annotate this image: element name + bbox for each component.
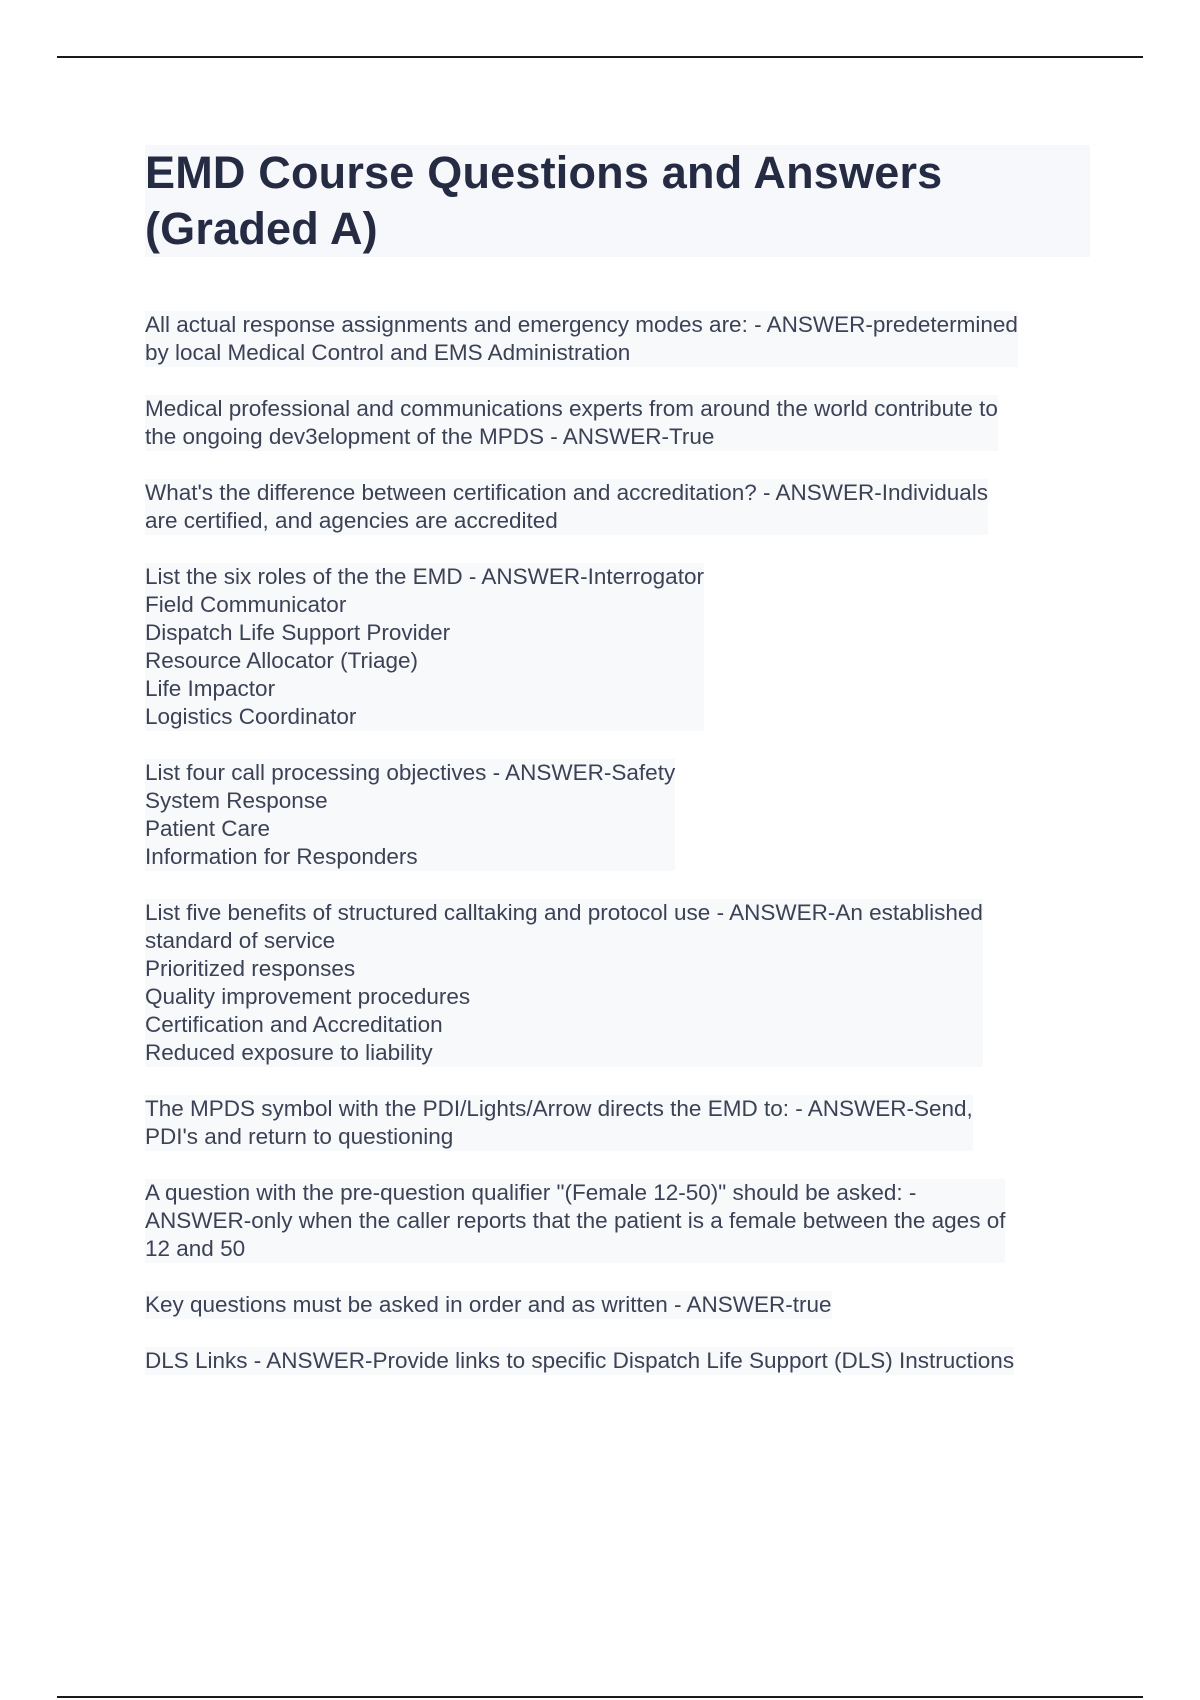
- qa-item: List four call processing objectives - ANSWER-Safety System Response Patient Care Information for Responders: [145, 760, 676, 869]
- qa-item: A question with the pre-question qualifier "(Female 12-50)" should be asked: - ANSWER-only when the caller reports that the patient is a female between the ages of 12 and 50: [145, 1180, 1006, 1261]
- qa-item: The MPDS symbol with the PDI/Lights/Arrow directs the EMD to: - ANSWER-Send, PDI's and return to questioning: [145, 1096, 973, 1149]
- document-body: [145, 145, 1090, 1403]
- qa-item: DLS Links - ANSWER-Provide links to specific Dispatch Life Support (DLS) Instructions: [145, 1348, 1015, 1373]
- qa-item: Key questions must be asked in order and as written - ANSWER-true: [145, 1292, 832, 1317]
- page-title: EMD Course Questions and Answers (Graded A): [145, 147, 943, 254]
- qa-item: Medical professional and communications experts from around the world contribute to the ongoing dev3elopment of the MPDS - ANSWER-True: [145, 396, 998, 449]
- qa-item: List five benefits of structured calltaking and protocol use - ANSWER-An established standard of service Prioritized responses Quality improvement procedures Certification and Accreditation Reduced exposure to liability: [145, 900, 983, 1065]
- qa-item: List the six roles of the the EMD - ANSWER-Interrogator Field Communicator Dispatch Life Support Provider Resource Allocator (Triage) Life Impactor Logistics Coordinator: [145, 564, 704, 729]
- qa-item: What's the difference between certification and accreditation? - ANSWER-Individuals are certified, and agencies are accredited: [145, 480, 989, 533]
- bottom-divider: [57, 1696, 1143, 1698]
- qa-item: All actual response assignments and emergency modes are: - ANSWER-predetermined by local Medical Control and EMS Administration: [145, 312, 1018, 365]
- qa-list: [145, 311, 1090, 1403]
- title-block: [145, 145, 1090, 257]
- top-divider: [57, 56, 1143, 58]
